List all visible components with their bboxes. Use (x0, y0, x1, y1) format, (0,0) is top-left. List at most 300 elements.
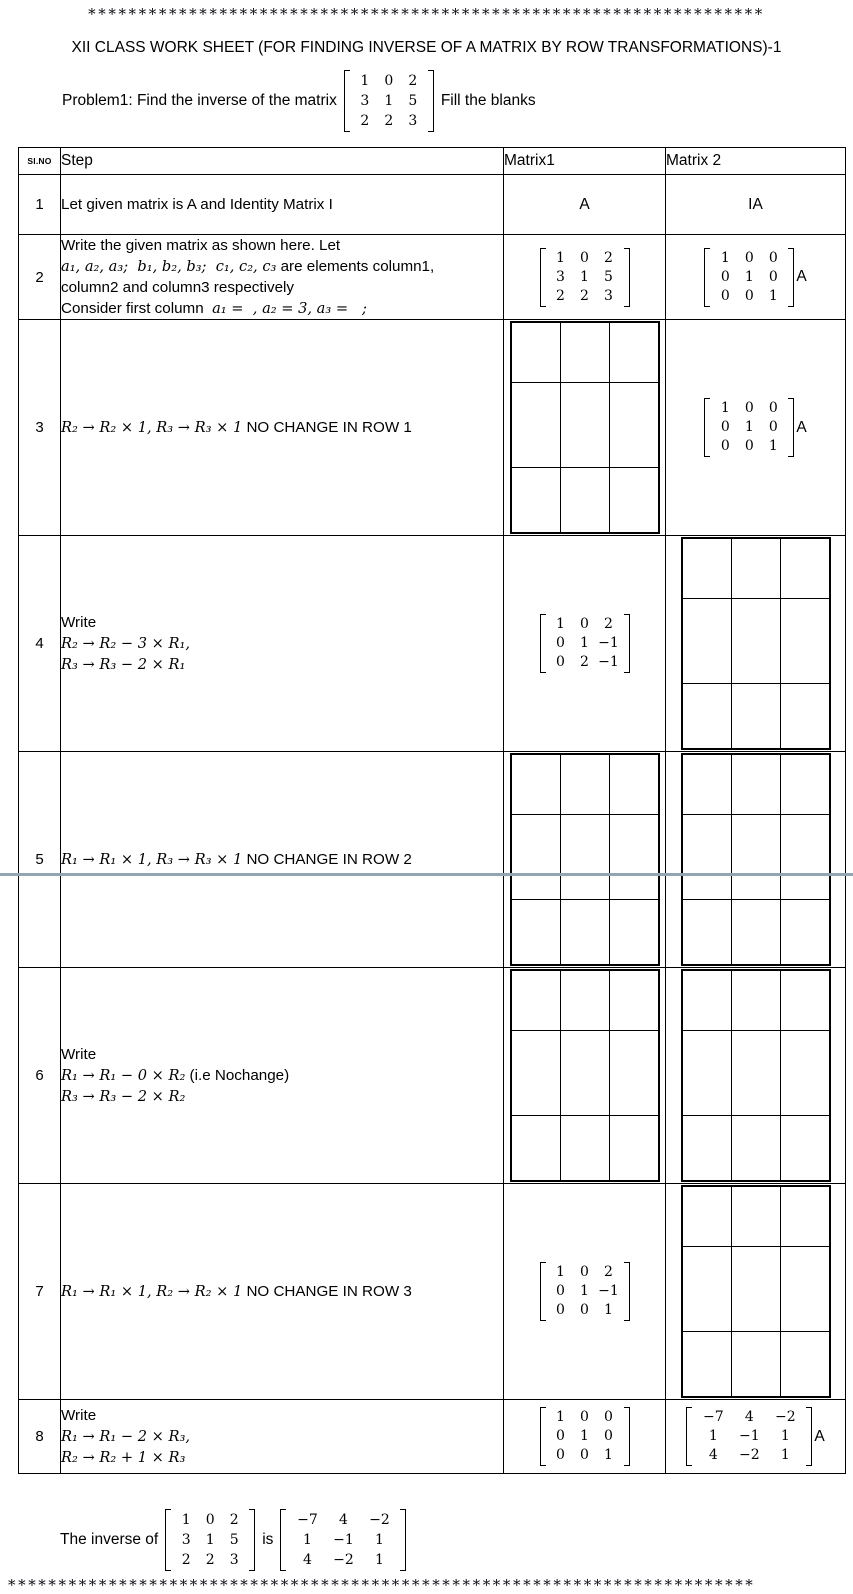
blank-cell (682, 598, 732, 683)
blank-cell (609, 754, 659, 814)
matrix2-cell (666, 1184, 846, 1400)
matrix-value: 1 (744, 419, 754, 435)
blank-cell (609, 467, 659, 533)
matrix-value: 0 (556, 654, 565, 670)
matrix-value: 2 (556, 287, 565, 304)
conclusion-is-label: is (262, 1531, 274, 1548)
step-line (61, 194, 503, 215)
matrix-value: 4 (744, 1409, 754, 1425)
matrix-value: −7 (297, 1512, 318, 1528)
matrix-suffix-label: A (796, 268, 807, 285)
matrix (540, 1407, 630, 1466)
matrix-row (549, 268, 621, 287)
matrix-row (174, 1550, 246, 1570)
matrix-suffix-label: A (796, 418, 807, 436)
matrix-row (549, 249, 621, 268)
row-number-cell: 7 (19, 1184, 61, 1400)
blank-cell (609, 814, 659, 899)
matrix-grid (171, 1509, 249, 1571)
blank-cell (780, 754, 830, 814)
conclusion-prefix: The inverse of (60, 1531, 159, 1548)
blank-cell (731, 899, 780, 965)
blank-grid-row (511, 970, 659, 1030)
step-text: Write (61, 1046, 97, 1063)
step-cell (61, 1184, 504, 1400)
blank-cell (609, 899, 659, 965)
matrix-value: 1 (181, 1512, 191, 1528)
row-number-cell: 3 (19, 320, 61, 536)
blank-answer-grid (681, 753, 831, 966)
matrix1-cell (504, 235, 666, 320)
blank-cell (682, 538, 732, 598)
matrix-right-bracket (400, 1509, 406, 1571)
matrix-value: 0 (205, 1512, 215, 1528)
blank-cell (731, 1246, 780, 1331)
matrix2-cell (666, 235, 846, 320)
step-line (61, 633, 503, 654)
blank-answer-grid (510, 969, 660, 1182)
step-text: are elements column1, (276, 258, 435, 275)
blank-cell (609, 1115, 659, 1181)
blank-grid-row (511, 467, 659, 533)
matrix-value: 1 (768, 438, 778, 454)
matrix-value: 1 (580, 268, 589, 285)
matrix-row (549, 634, 621, 653)
blank-grid-row (682, 1115, 830, 1181)
matrix-row (713, 268, 785, 287)
matrix-value: 0 (556, 1428, 565, 1444)
column-header-slno: Sl.NO (19, 148, 61, 175)
matrix-value: 0 (604, 1409, 613, 1425)
matrix2-cell (666, 968, 846, 1184)
matrix (540, 614, 630, 673)
row-number-cell: 1 (19, 175, 61, 235)
matrix-row (549, 615, 621, 634)
matrix-value: 0 (580, 249, 589, 266)
matrix-row (289, 1550, 397, 1570)
blank-cell (560, 754, 609, 814)
matrix1-cell (504, 536, 666, 752)
blank-cell (780, 683, 830, 749)
matrix-value: 2 (604, 1264, 613, 1280)
blank-cell (780, 899, 830, 965)
matrix-value: 0 (768, 268, 778, 285)
blank-grid-row (682, 754, 830, 814)
matrix-value: 1 (708, 1428, 718, 1444)
matrix-row (695, 1408, 803, 1427)
matrix-right-bracket (428, 70, 434, 132)
matrix-row (549, 1282, 621, 1301)
matrix (540, 248, 630, 307)
blank-cell (682, 814, 732, 899)
row-number-cell: 6 (19, 968, 61, 1184)
blank-cell (780, 1115, 830, 1181)
matrix-row (549, 1301, 621, 1320)
matrix-grid (710, 398, 788, 457)
matrix-row (549, 1427, 621, 1446)
blank-cell (731, 1186, 780, 1246)
step-line (61, 1281, 503, 1302)
row-number-cell: 5 (19, 752, 61, 968)
matrix-value: 5 (408, 93, 418, 109)
math-expression: R₁ → R₁ × 1, R₂ → R₂ × 1 (61, 1283, 243, 1300)
matrix-value: 1 (556, 616, 565, 632)
problem-prefix: Problem1: Find the inverse of the matrix (62, 92, 337, 109)
blank-cell (731, 683, 780, 749)
matrix-row (695, 1446, 803, 1465)
blank-cell (682, 1115, 732, 1181)
matrix-value: 0 (744, 400, 754, 416)
blank-answer-grid (510, 321, 660, 534)
matrix-value: 1 (768, 287, 778, 304)
step-line (61, 1044, 503, 1065)
matrix (704, 248, 806, 307)
step-cell (61, 752, 504, 968)
matrix-value: 3 (181, 1532, 191, 1548)
matrix2-cell (666, 536, 846, 752)
matrix (344, 70, 434, 132)
matrix (704, 398, 806, 457)
matrix-grid (286, 1509, 400, 1571)
matrix-value: 1 (604, 1447, 613, 1463)
blank-cell (682, 970, 732, 1030)
matrix-row (713, 287, 785, 306)
matrix-value: 0 (720, 268, 730, 285)
matrix-value: 0 (556, 1302, 565, 1318)
matrix-value: 0 (720, 438, 730, 454)
step-line (61, 277, 503, 298)
blank-grid-row (511, 899, 659, 965)
step-text: NO CHANGE IN ROW 1 (242, 419, 412, 436)
matrix-value: −2 (333, 1552, 354, 1568)
step-line (61, 1426, 503, 1447)
blank-cell (560, 467, 609, 533)
step-line (61, 256, 503, 277)
blank-cell (560, 1115, 609, 1181)
step-line (61, 849, 503, 870)
blank-cell (511, 322, 561, 382)
blank-grid-row (682, 814, 830, 899)
matrix-value: −7 (703, 1409, 724, 1425)
step-cell (61, 175, 504, 235)
blank-cell (682, 754, 732, 814)
step-text: Write (61, 1407, 97, 1424)
matrix-value: 2 (580, 287, 589, 304)
row-number-cell: 4 (19, 536, 61, 752)
matrix-right-bracket (788, 398, 794, 457)
math-expression: R₁ → R₁ − 0 × R₂ (61, 1067, 186, 1084)
matrix-row (713, 418, 785, 437)
matrix-grid (710, 248, 788, 307)
blank-grid-row (511, 322, 659, 382)
matrix2-cell (666, 175, 846, 235)
blank-cell (780, 970, 830, 1030)
table-row (19, 1400, 846, 1474)
matrix-value: 1 (604, 1302, 613, 1318)
matrix-value: 2 (205, 1552, 215, 1568)
matrix-grid (546, 614, 624, 673)
matrix-value: −2 (369, 1512, 390, 1528)
matrix-value: 0 (744, 249, 754, 266)
blank-cell (560, 970, 609, 1030)
step-line (61, 1065, 503, 1086)
matrix-value: 0 (556, 1283, 565, 1299)
matrix-right-bracket (806, 1407, 812, 1466)
matrix-value: 0 (580, 1302, 589, 1318)
step-line (61, 1447, 503, 1468)
matrix1-cell (504, 752, 666, 968)
matrix-value: 1 (374, 1552, 384, 1568)
table-row (19, 752, 846, 968)
matrix1-cell (504, 320, 666, 536)
conclusion-line (60, 1507, 853, 1573)
step-text: NO CHANGE IN ROW 3 (242, 1283, 412, 1300)
blank-grid-row (682, 970, 830, 1030)
blank-grid-row (511, 814, 659, 899)
math-expression: R₂ → R₂ × 1, R₃ → R₃ × 1 (61, 419, 243, 436)
matrix-value: 1 (360, 73, 370, 89)
blank-cell (780, 1186, 830, 1246)
blank-cell (731, 1115, 780, 1181)
step-cell (61, 1400, 504, 1474)
blank-grid-row (682, 1331, 830, 1397)
matrix-right-bracket (624, 614, 630, 673)
matrix-value: 1 (556, 1409, 565, 1425)
matrix-row (289, 1510, 397, 1530)
problem-matrix (344, 70, 434, 132)
blank-cell (511, 382, 561, 467)
matrix-value: 4 (338, 1512, 348, 1528)
blank-cell (609, 970, 659, 1030)
matrix-suffix-label: A (814, 1427, 825, 1445)
matrix-value: 0 (556, 635, 565, 651)
matrix-row (353, 91, 425, 111)
blank-cell (560, 382, 609, 467)
matrix-value: 1 (374, 1532, 384, 1548)
matrix-label: A (579, 195, 590, 213)
step-line (61, 1405, 503, 1426)
matrix-row (713, 437, 785, 456)
step-line (61, 298, 503, 319)
problem-suffix: Fill the blanks (440, 92, 536, 109)
matrix-row (549, 653, 621, 672)
blank-cell (560, 899, 609, 965)
blank-answer-grid (681, 969, 831, 1182)
row-number-cell: 2 (19, 235, 61, 320)
matrix-value: 1 (780, 1447, 790, 1463)
matrix2-cell (666, 320, 846, 536)
blank-cell (560, 322, 609, 382)
blank-cell (780, 598, 830, 683)
step-line (61, 1086, 503, 1107)
matrix-grid (546, 248, 624, 307)
matrix-value: 0 (744, 287, 754, 304)
matrix-value: 2 (408, 73, 418, 89)
blank-grid-row (511, 754, 659, 814)
matrix-value: 0 (768, 419, 778, 435)
matrix-value: 1 (744, 268, 754, 285)
matrix-value: 4 (708, 1447, 718, 1463)
blank-grid-row (682, 1186, 830, 1246)
step-text: Consider first column (61, 300, 213, 317)
blank-grid-row (511, 1030, 659, 1115)
blank-cell (780, 1331, 830, 1397)
matrix-row (549, 1446, 621, 1465)
step-line (61, 235, 503, 256)
blank-cell (560, 1030, 609, 1115)
matrix-value: 2 (181, 1552, 191, 1568)
matrix-right-bracket (624, 248, 630, 307)
blank-grid-row (682, 1246, 830, 1331)
matrix-row (174, 1510, 246, 1530)
matrix-row (713, 399, 785, 418)
blank-cell (609, 382, 659, 467)
matrix (540, 1262, 630, 1321)
matrix (165, 1509, 255, 1571)
matrix-value: 1 (720, 249, 730, 266)
worksheet-table (18, 147, 846, 1474)
matrix-value: 0 (580, 1264, 589, 1280)
matrix-value: 1 (780, 1428, 790, 1444)
matrix-row (713, 249, 785, 268)
math-expression: R₃ → R₃ − 2 × R₂ (61, 1088, 186, 1105)
matrix1-cell (504, 968, 666, 1184)
blank-cell (780, 538, 830, 598)
matrix-value: −2 (775, 1409, 796, 1425)
conclusion-inverse-matrix (280, 1509, 406, 1571)
matrix-grid (692, 1407, 806, 1466)
blank-cell (731, 1331, 780, 1397)
matrix-row (695, 1427, 803, 1446)
blank-grid-row (682, 899, 830, 965)
math-expression: R₁ → R₁ × 1, R₃ → R₃ × 1 (61, 851, 243, 868)
matrix-value: 3 (556, 268, 565, 285)
matrix2-cell (666, 752, 846, 968)
matrix-value: −1 (739, 1428, 760, 1444)
conclusion-given-matrix (165, 1509, 255, 1571)
step-cell (61, 968, 504, 1184)
step-text: Let given matrix is A and Identity Matrix I (61, 196, 333, 213)
blank-answer-grid (510, 753, 660, 966)
matrix-row (549, 287, 621, 306)
blank-answer-grid (681, 1185, 831, 1398)
matrix-value: −1 (333, 1532, 354, 1548)
matrix-right-bracket (624, 1262, 630, 1321)
matrix-value: 1 (384, 93, 394, 109)
blank-cell (682, 683, 732, 749)
math-expression: a₁ = , a₂ = 3, a₃ = ; (212, 300, 367, 317)
matrix-value: 2 (580, 654, 589, 670)
blank-cell (780, 1246, 830, 1331)
blank-grid-row (682, 598, 830, 683)
blank-grid-row (682, 538, 830, 598)
matrix-value: 0 (580, 1409, 589, 1425)
matrix-grid (350, 70, 428, 132)
matrix-value: −1 (598, 1283, 619, 1299)
matrix-row (549, 1408, 621, 1427)
matrix-value: 0 (768, 249, 778, 266)
blank-cell (511, 754, 561, 814)
matrix-right-bracket (249, 1509, 255, 1571)
matrix-value: 2 (384, 113, 394, 129)
math-expression: R₂ → R₂ − 3 × R₁, (61, 635, 190, 652)
problem-statement (62, 68, 853, 134)
matrix-value: 1 (720, 400, 730, 416)
blank-cell (731, 970, 780, 1030)
matrix-value: 2 (604, 249, 613, 266)
matrix-value: 5 (229, 1532, 239, 1548)
matrix-value: 0 (768, 400, 778, 416)
matrix-grid (546, 1262, 624, 1321)
table-row (19, 235, 846, 320)
matrix-value: 0 (720, 419, 730, 435)
matrix (280, 1509, 406, 1571)
blank-cell (731, 598, 780, 683)
worksheet-table-body (19, 175, 846, 1474)
blank-cell (609, 1030, 659, 1115)
column-header-step: Step (61, 148, 504, 175)
matrix-value: 3 (408, 113, 418, 129)
math-expression: R₁ → R₁ − 2 × R₃, (61, 1428, 190, 1445)
math-expression: R₂ → R₂ + 1 × R₃ (61, 1449, 186, 1466)
matrix1-cell (504, 1400, 666, 1474)
matrix-row (289, 1530, 397, 1550)
blank-cell (511, 1115, 561, 1181)
matrix2-cell (666, 1400, 846, 1474)
matrix-value: −1 (598, 635, 619, 651)
blank-cell (682, 1030, 732, 1115)
matrix-value: −1 (598, 654, 619, 670)
row-number-cell: 8 (19, 1400, 61, 1474)
step-cell (61, 536, 504, 752)
matrix-value: 0 (604, 1428, 613, 1444)
matrix-value: 0 (556, 1447, 565, 1463)
page-title: XII CLASS WORK SHEET (FOR FINDING INVERSE OF A MATRIX BY ROW TRANSFORMATIONS)-1 (71, 39, 782, 56)
matrix-value: 0 (580, 616, 589, 632)
blank-cell (511, 814, 561, 899)
blank-cell (682, 899, 732, 965)
math-expression: R₃ → R₃ − 2 × R₁ (61, 656, 186, 673)
step-line (61, 417, 503, 438)
matrix-grid (546, 1407, 624, 1466)
table-header-row (19, 148, 846, 175)
blank-cell (682, 1246, 732, 1331)
step-text: (i.e Nochange) (185, 1067, 290, 1084)
blank-cell (511, 970, 561, 1030)
blank-cell (511, 467, 561, 533)
step-cell (61, 235, 504, 320)
matrix-value: 4 (302, 1552, 312, 1568)
matrix1-cell (504, 175, 666, 235)
step-text: NO CHANGE IN ROW 2 (242, 851, 412, 868)
table-row (19, 320, 846, 536)
matrix-row (174, 1530, 246, 1550)
matrix-value: 1 (556, 1264, 565, 1280)
matrix-value: 0 (720, 287, 730, 304)
blank-cell (511, 899, 561, 965)
blank-cell (511, 1030, 561, 1115)
bottom-asterisk-divider: ************************************************************************** (8, 1576, 756, 1594)
blank-cell (780, 814, 830, 899)
blank-cell (560, 814, 609, 899)
matrix-value: 3 (360, 93, 370, 109)
math-expression: a₁, a₂, a₃; b₁, b₂, b₃; c₁, c₂, c₃ (61, 258, 277, 275)
blank-grid-row (511, 1115, 659, 1181)
table-row (19, 968, 846, 1184)
matrix-value: 0 (384, 73, 394, 89)
matrix-row (353, 71, 425, 91)
matrix-value: 2 (360, 113, 370, 129)
